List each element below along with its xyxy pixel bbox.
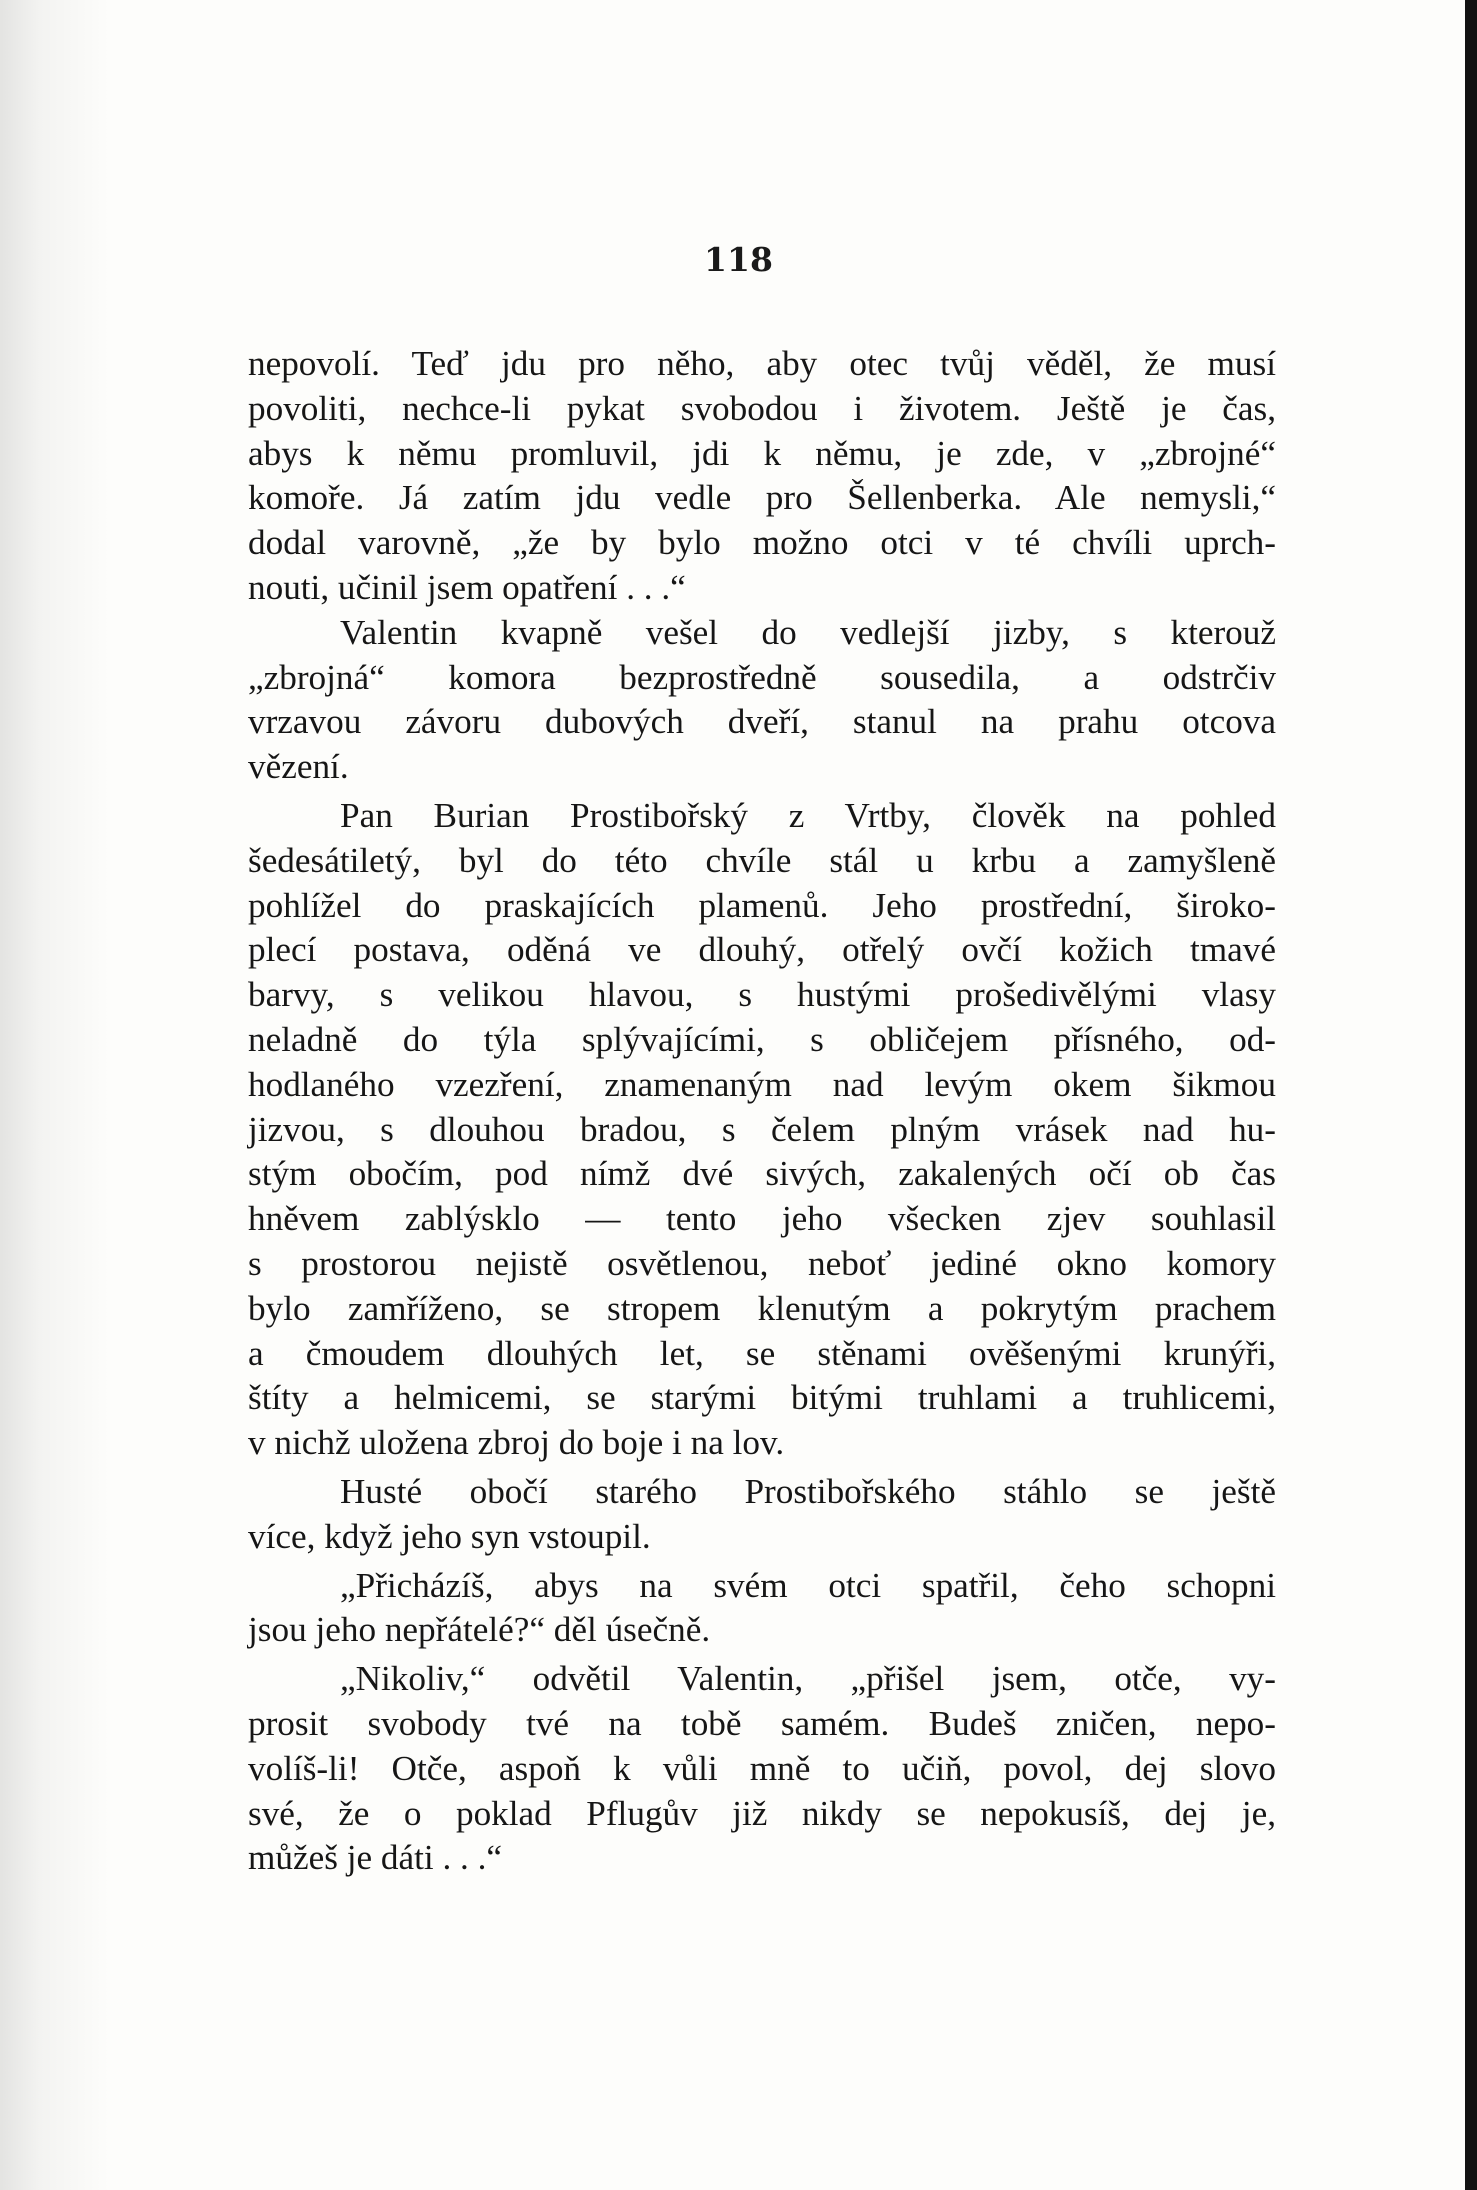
text-line: pohlížel do praskajících plamenů. Jeho prostřední, široko- (248, 885, 1276, 925)
text-line: bylo zamříženo, se stropem klenutým a pokrytým prachem (248, 1288, 1276, 1328)
text-line: nouti, učinil jsem opatření . . .“ (248, 567, 686, 607)
text-line: prosit svobody tvé na tobě samém. Budeš zničen, nepo- (248, 1703, 1276, 1743)
text-line: povoliti, nechce-li pykat svobodou i životem. Ještě je čas, (248, 388, 1276, 428)
text-line: plecí postava, oděná ve dlouhý, otřelý ovčí kožich tmavé (248, 930, 1276, 970)
text-line: v nichž uložena zbroj do boje i na lov. (248, 1423, 785, 1463)
text-line: „zbrojná“ komora bezprostředně sousedila, a odstrčiv (248, 657, 1276, 697)
text-line: hodlaného vzezření, znamenaným nad levým okem šikmou (248, 1064, 1276, 1104)
text-line: vrzavou závoru dubových dveří, stanul na prahu otcova (248, 702, 1276, 742)
text-line: můžeš je dáti . . .“ (248, 1838, 503, 1878)
text-line: „Nikoliv,“ odvětil Valentin, „přišel jsem, otče, vy- (340, 1659, 1276, 1699)
paragraph (248, 342, 1276, 611)
text-line: své, že o poklad Pflugův již nikdy se nepokusíš, dej je, (248, 1793, 1276, 1833)
text-line: stým obočím, pod nímž dvé sivých, zakalených očí ob čas (248, 1154, 1276, 1194)
text-line: hněvem zablýsklo — tento jeho všecken zjev souhlasil (248, 1199, 1276, 1239)
text-line: Valentin kvapně vešel do vedlejší jizby, s kterouž (340, 612, 1276, 652)
text-line: a čmoudem dlouhých let, se stěnami ověšenými krunýři, (248, 1333, 1276, 1373)
text-line: vězení. (248, 747, 349, 787)
text-line: neladně do týla splývajícími, s obličejem přísného, od- (248, 1019, 1276, 1059)
text-line: Pan Burian Prostibořský z Vrtby, člověk na pohled (340, 795, 1276, 835)
text-line: více, když jeho syn vstoupil. (248, 1516, 651, 1556)
text-line: jizvou, s dlouhou bradou, s čelem plným vrásek nad hu- (248, 1109, 1276, 1149)
text-line: „Přicházíš, abys na svém otci spatřil, čeho schopni (340, 1565, 1276, 1605)
text-line: abys k němu promluvil, jdi k němu, je zde, v „zbrojné“ (248, 433, 1276, 473)
text-line: Husté obočí starého Prostibořského stáhlo se ještě (340, 1471, 1276, 1511)
text-line: komoře. Já zatím jdu vedle pro Šellenberka. Ale nemysli,“ (248, 478, 1276, 518)
text-line: jsou jeho nepřátelé?“ děl úsečně. (248, 1610, 711, 1650)
body-text (248, 342, 1276, 1881)
page-number: 118 (704, 240, 773, 279)
scan-edge (1465, 0, 1477, 2190)
paragraph (248, 794, 1276, 1466)
paragraph (248, 1657, 1276, 1881)
text-line: s prostorou nejistě osvětlenou, neboť jediné okno komory (248, 1243, 1276, 1283)
text-line: štíty a helmicemi, se starými bitými truhlami a truhlicemi, (248, 1378, 1276, 1418)
text-line: nepovolí. Teď jdu pro něho, aby otec tvůj věděl, že musí (248, 344, 1276, 383)
paragraph (248, 611, 1276, 790)
text-line: šedesátiletý, byl do této chvíle stál u krbu a zamyšleně (248, 840, 1276, 880)
text-line: volíš-li! Otče, aspoň k vůli mně to učiň, povol, dej slovo (248, 1748, 1276, 1788)
paragraph (248, 1470, 1276, 1560)
paragraph (248, 1564, 1276, 1654)
text-line: barvy, s velikou hlavou, s hustými prošedivělými vlasy (248, 975, 1276, 1015)
text-line: dodal varovně, „že by bylo možno otci v té chvíli uprch- (248, 523, 1276, 563)
